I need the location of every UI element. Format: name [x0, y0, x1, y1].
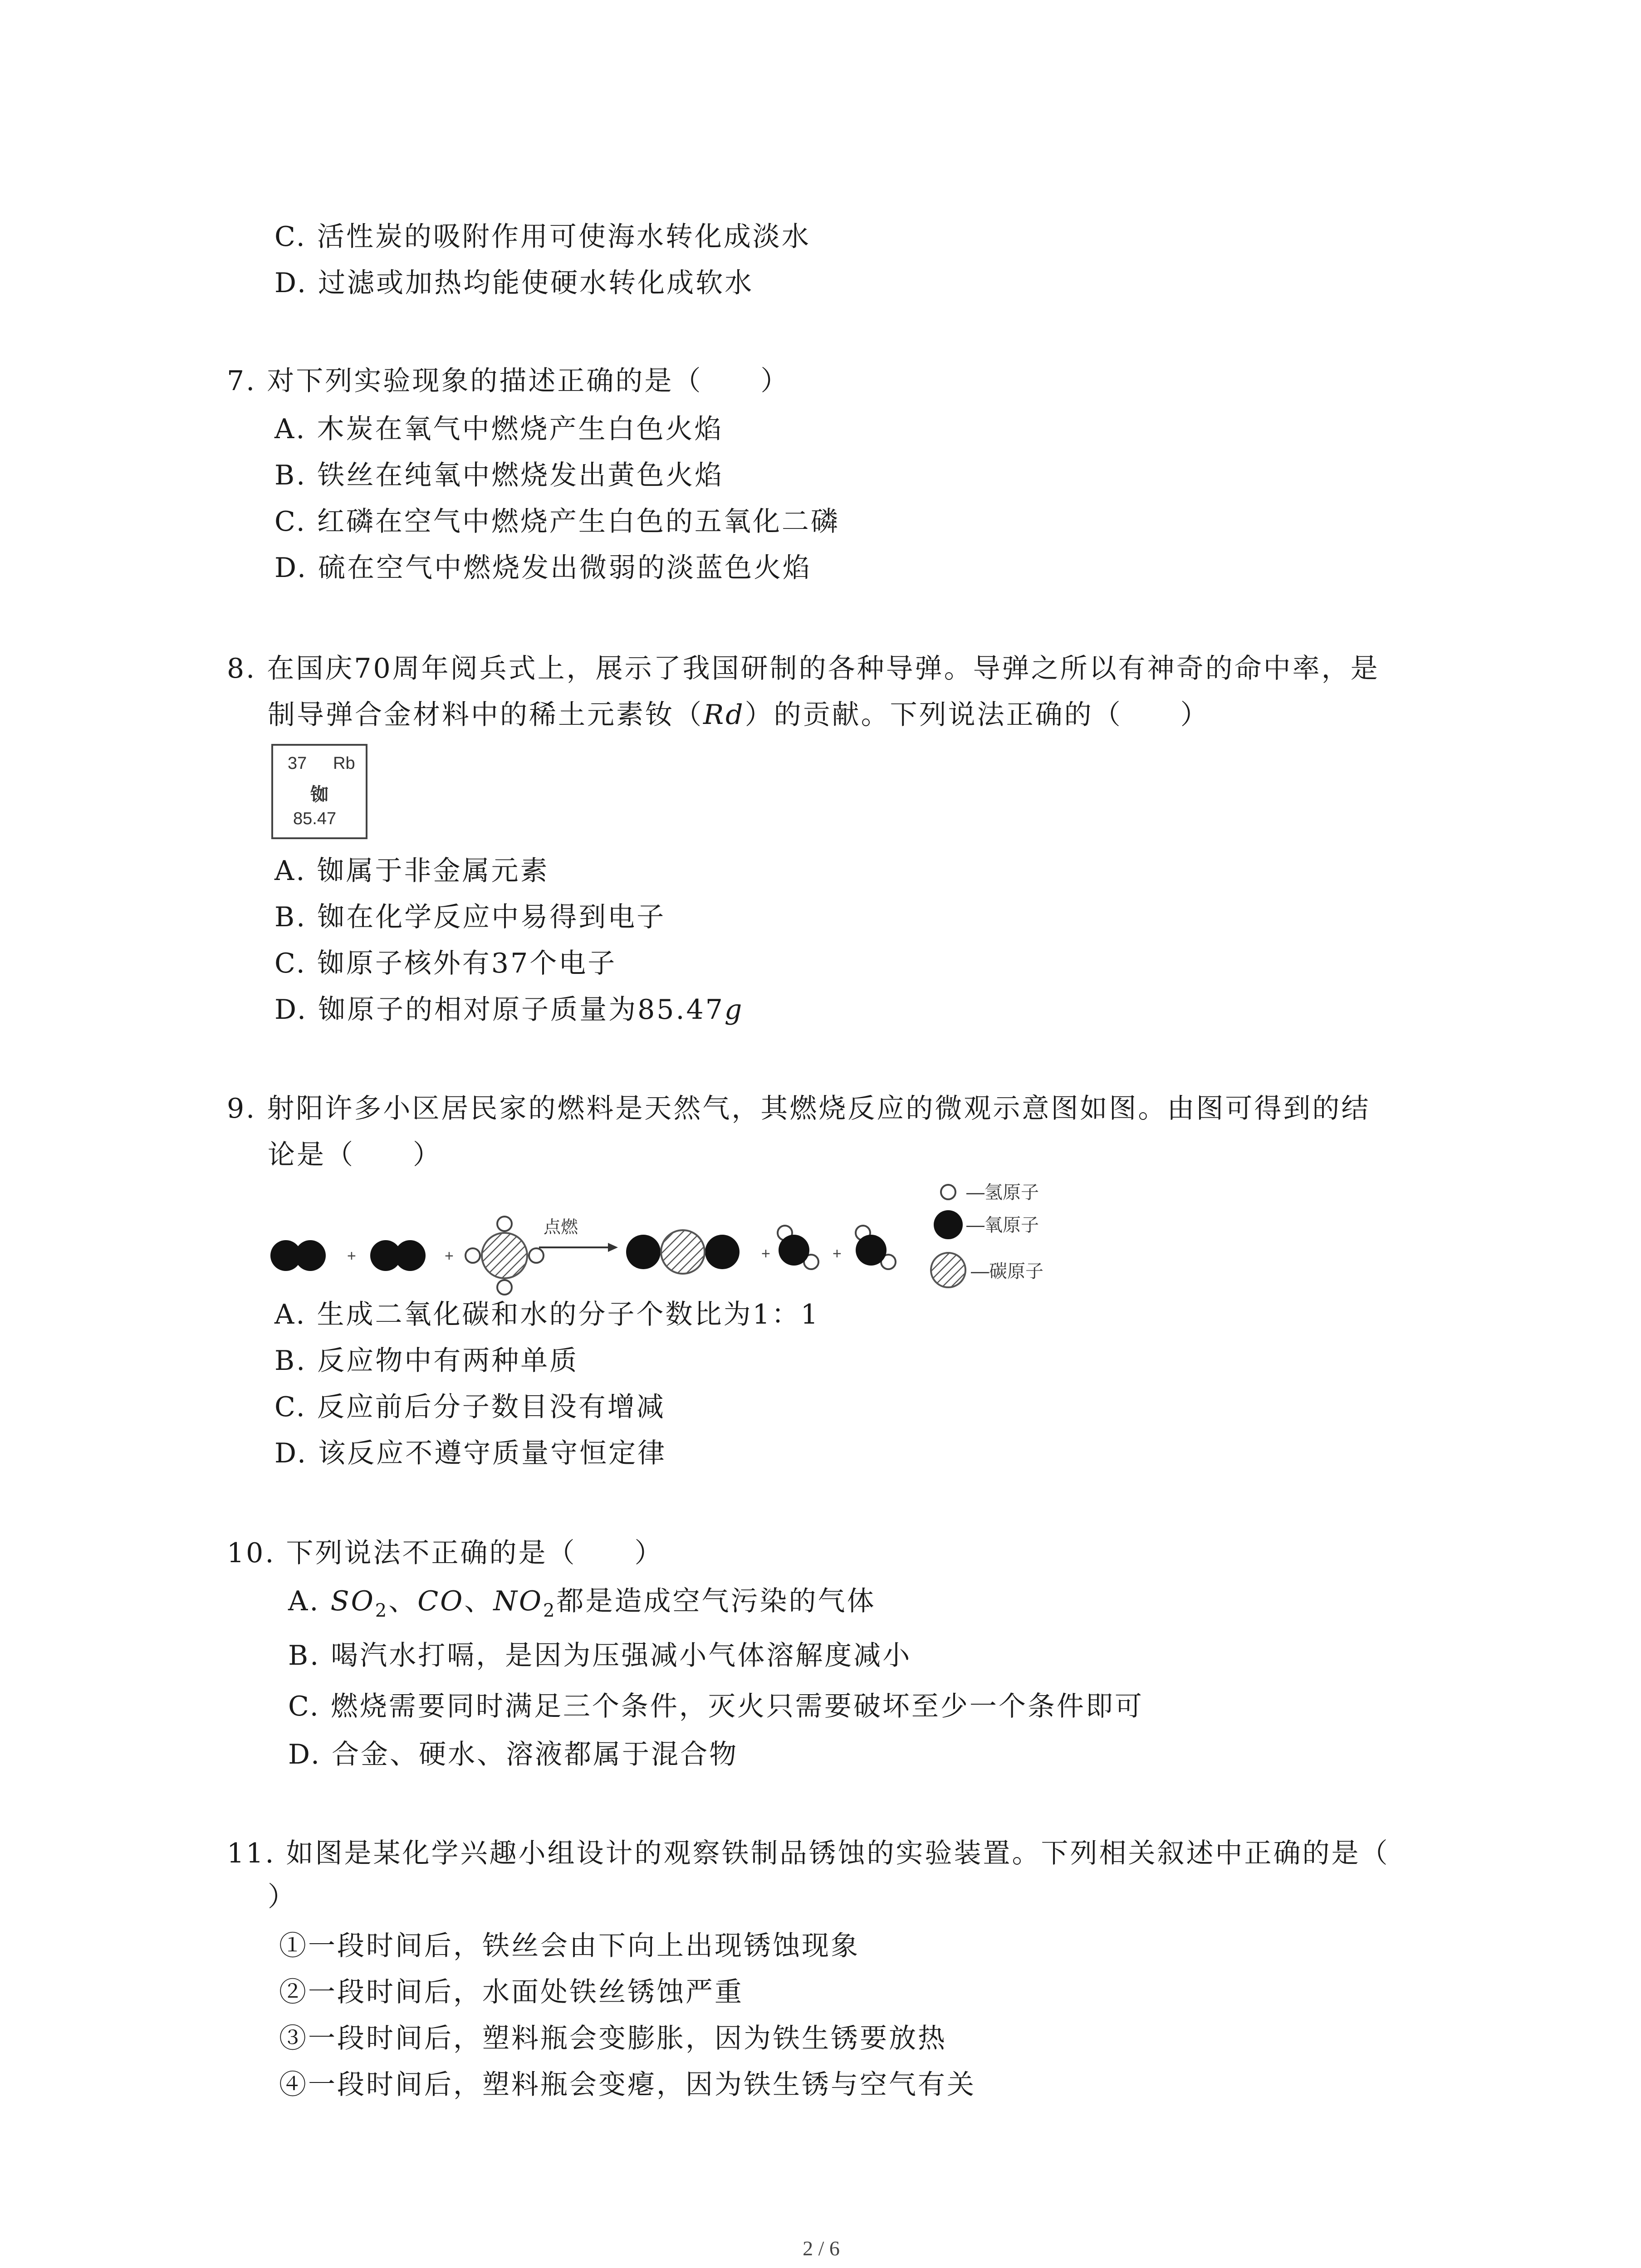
q11-stem-line2: ）: [268, 1881, 297, 1913]
reaction-diagram: [263, 1175, 1080, 1297]
q7-option-c: C. 红磷在空气中燃烧产生白色的五氧化二磷: [274, 506, 840, 538]
q6-option-d: D. 过滤或加热均能使硬水转化成软水: [274, 267, 754, 299]
q8-option-b: B. 铷在化学反应中易得到电子: [274, 901, 666, 933]
q7-option-b: B. 铁丝在纯氧中燃烧发出黄色火焰: [274, 459, 724, 491]
plus-sign: +: [445, 1247, 454, 1265]
q8-stem-line1: 8. 在国庆70周年阅兵式上，展示了我国研制的各种导弹。导弹之所以有神奇的命中率，是: [227, 653, 1380, 684]
oxygen-molecule-2: [370, 1240, 426, 1271]
diagram-legend: [931, 1183, 1043, 1287]
q9-option-c: C. 反应前后分子数目没有增减: [274, 1391, 666, 1423]
q8-option-a: A. 铷属于非金属元素: [274, 855, 549, 887]
legend-hydrogen: —氢原子: [966, 1183, 1039, 1202]
arrow-label: 点燃: [544, 1218, 578, 1237]
q11-stem-line1: 11. 如图是某化学兴趣小组设计的观察铁制品锈蚀的实验装置。下列相关叙述中正确的是（: [227, 1838, 1390, 1869]
q10-option-b: B. 喝汽水打嗝，是因为压强减小气体溶解度减小: [288, 1640, 912, 1672]
water-molecule-2: [856, 1226, 896, 1269]
methane-molecule: [465, 1217, 544, 1295]
plus-sign: +: [347, 1247, 356, 1265]
q10-stem: 10. 下列说法不正确的是（ ）: [227, 1537, 664, 1569]
q11-statement-4: ④一段时间后，塑料瓶会变瘪，因为铁生锈与空气有关: [279, 2069, 976, 2101]
q8-option-c: C. 铷原子核外有37个电子: [274, 948, 617, 979]
oxygen-molecule-1: [270, 1240, 326, 1271]
element-tile-rubidium: [271, 744, 367, 839]
q9-option-b: B. 反应物中有两种单质: [274, 1345, 579, 1377]
legend-oxygen: —氧原子: [966, 1215, 1039, 1235]
water-molecule-1: [778, 1226, 818, 1269]
q9-stem-line2: 论是（ ）: [268, 1139, 442, 1171]
carbon-dioxide-molecule: [626, 1230, 740, 1274]
q11-statement-2: ②一段时间后，水面处铁丝锈蚀严重: [279, 1976, 744, 2008]
q9-stem-line1: 9. 射阳许多小区居民家的燃料是天然气，其燃烧反应的微观示意图如图。由图可得到的结: [227, 1093, 1371, 1124]
element-name: 铷: [310, 785, 328, 805]
q11-statement-3: ③一段时间后，塑料瓶会变膨胀，因为铁生锈要放热: [279, 2023, 947, 2054]
reaction-arrow: [539, 1218, 618, 1252]
q8-stem-line2: 制导弹合金材料中的稀土元素钕（Rd）的贡献。下列说法正确的（ ）: [268, 699, 1210, 731]
plus-sign: +: [833, 1245, 842, 1262]
q10-option-a: A. $SO_2$、CO、$NO_2$都是造成空气污染的气体: [288, 1585, 876, 1621]
q8-option-d: D. 铷原子的相对原子质量为85.47g: [274, 994, 744, 1026]
page-number: 2 / 6: [803, 2237, 840, 2260]
q10-option-c: C. 燃烧需要同时满足三个条件，灭火只需要破坏至少一个条件即可: [288, 1691, 1144, 1722]
atomic-number: 37: [288, 754, 307, 773]
q9-option-a: A. 生成二氧化碳和水的分子个数比为1：1: [274, 1299, 820, 1330]
legend-carbon: —碳原子: [971, 1261, 1043, 1281]
q7-stem: 7. 对下列实验现象的描述正确的是（ ）: [227, 365, 790, 397]
plus-sign: +: [761, 1245, 770, 1262]
atomic-mass: 85.47: [293, 809, 337, 828]
q11-statement-1: ①一段时间后，铁丝会由下向上出现锈蚀现象: [279, 1930, 860, 1962]
q10-option-d: D. 合金、硬水、溶液都属于混合物: [288, 1739, 739, 1770]
q7-option-d: D. 硫在空气中燃烧发出微弱的淡蓝色火焰: [274, 552, 812, 584]
q6-option-c: C. 活性炭的吸附作用可使海水转化成淡水: [274, 221, 811, 253]
q7-option-a: A. 木炭在氧气中燃烧产生白色火焰: [274, 413, 724, 445]
element-symbol: Rb: [333, 754, 355, 773]
q9-option-d: D. 该反应不遵守质量守恒定律: [274, 1437, 667, 1469]
